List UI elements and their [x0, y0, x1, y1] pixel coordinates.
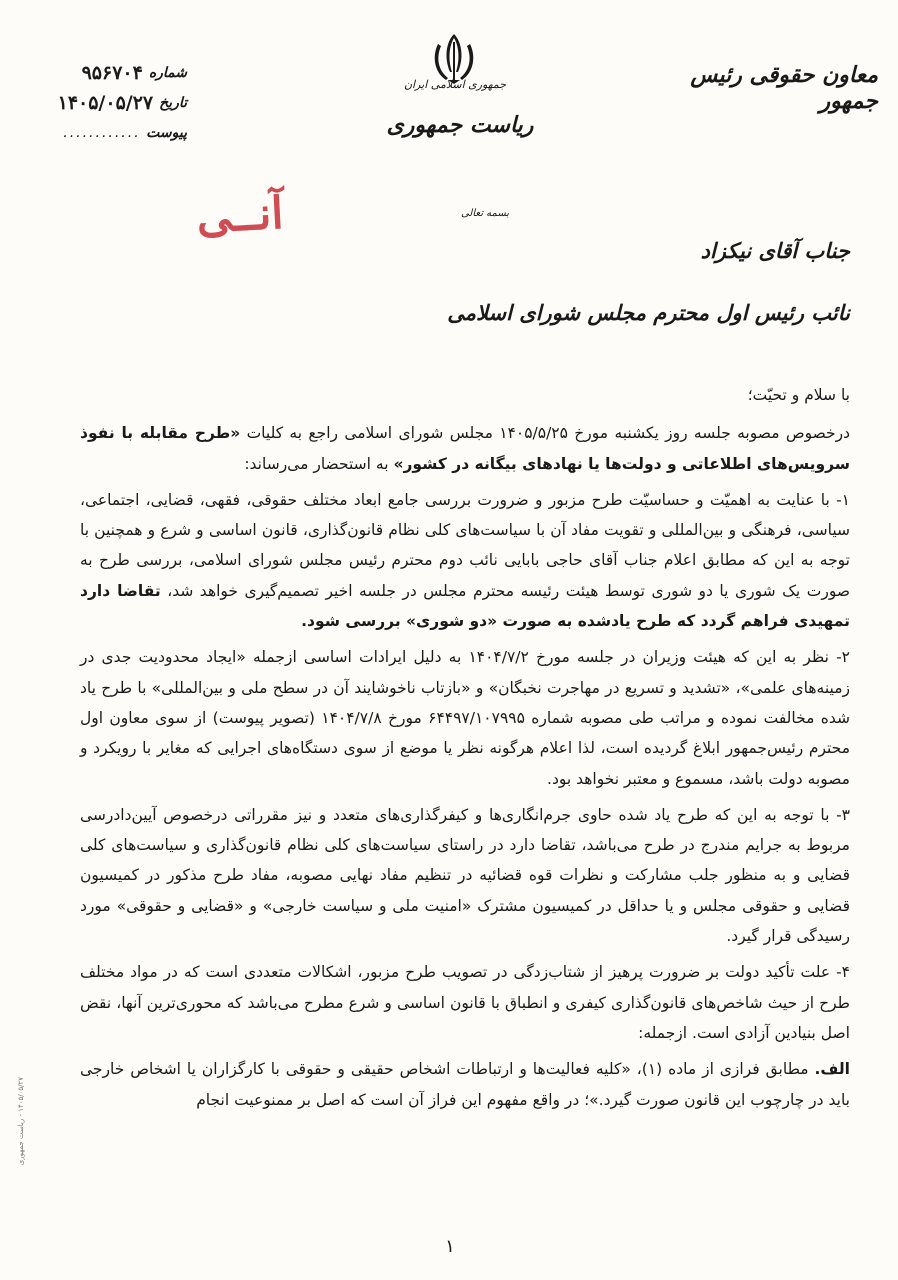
- greeting: با سلام و تحیّت؛: [747, 386, 850, 404]
- paragraph-4: ۴- علت تأکید دولت بر ضرورت پرهیز از شتاب‌زدگی در تصویب طرح مزبور، اشکالات متعددی است که در مواد مختلف طرح از حیث شاخص‌های قانون‌گذاری کیفری و انطباق با قانون اساسی و شرع مطرح می‌باشد که محوری‌ترین آنها، نقض اصل بنیادین آزادی است. ازجمله:: [80, 963, 850, 1042]
- intro-tail: به استحضار می‌رساند:: [244, 454, 394, 473]
- recipient-block: [350, 238, 850, 325]
- paragraph-2: ۲- نظر به این که هیئت وزیران در جلسه مورخ ۱۴۰۴/۷/۲ به دلیل ایرادات اساسی ازجمله «ایجاد محدودیت جدی در زمینه‌های علمی»، «تشدید و تسریع در مهاجرت نخبگان» و «بازتاب ناخوشایند آن در سطح ملی و بین‌المللی» با طرح یاد شده مخالفت نموده و مراتب طی مصوبه شماره ۶۴۴۹۷/۱۰۷۹۹۵ مورخ ۱۴۰۴/۷/۸ (تصویر پیوست) از سوی معاون اول محترم رئیس‌جمهور ابلاغ گردیده است، لذا اعلام هرگونه نظر یا موضع از سوی دستگاه‌های اجرایی که مغایر با رویکرد و مصوبه دولت باشد، مسموع و معتبر نخواهد بود.: [80, 648, 851, 788]
- invocation: بسمه تعالی: [460, 208, 510, 219]
- number-value: ۹۵۶۷۰۴: [81, 62, 143, 84]
- country-name: جمهوری اسلامی ایران: [403, 78, 507, 91]
- number-label: شماره: [148, 65, 187, 81]
- paragraph-alef-label: الف.: [814, 1060, 850, 1079]
- letter-metadata: [12, 58, 187, 148]
- date-row: [12, 88, 187, 118]
- urgent-stamp: آنــی: [195, 187, 285, 244]
- paragraph-3: ۳- با توجه به این که طرح یاد شده حاوی جرم‌انگاری‌ها و کیفرگذاری‌های متعدد و نیز مقرراتی درخصوص آیین‌دادرسی مربوط به جرایم مندرج در طرح می‌باشد، تقاضا دارد در راستای سیاست‌های کلی نظام قانون‌گذاری و سیاست‌های کلی قضایی و به منظور جلب مشارکت و نظرات قوه قضائیه در تنظیم مفاد نهایی مصوبه، مفاد طرح مذکور در کمیسیون قضایی و حقوقی مجلس و یا حداقل در کمیسیون مشترک «امنیت ملی و سیاست خارجی» و «قضایی و حقوقی» مورد رسیدگی قرار گیرد.: [80, 805, 850, 946]
- date-value: ۱۴۰۵/۰۵/۲۷: [57, 92, 154, 114]
- bill-title: «طرح مقابله با نفوذ سرویس‌های اطلاعاتی و دولت‌ها یا نهادهای بیگانه در کشور»: [80, 424, 850, 473]
- paragraph-1: [80, 485, 850, 636]
- recipient-title: نائب رئیس اول محترم مجلس شورای اسلامی: [447, 300, 850, 325]
- paragraph-1-text: ۱- با عنایت به اهمیّت و حساسیّت طرح مزبور و ضرورت بررسی جامع ابعاد مختلف حقوقی، فقهی، قضایی، اجتماعی، سیاسی، فرهنگی و بین‌المللی و تقویت مفاد آن با سیاست‌های کلی نظام قانون‌گذاری، قانون اساسی و شرع و همچنین با توجه به این که مطابق اعلام جناب آقای حاجی بابایی نائب دوم محترم رئیس مجلس شورای اسلامی، بررسی طرح به صورت یک شوری یا دو شوری توسط هیئت رئیسه محترم مجلس در جلسه اخیر تصمیم‌گیری خواهد شد،: [80, 490, 850, 600]
- paragraph-1-request: تقاضا دارد تمهیدی فراهم گردد که طرح یادشده به صورت «دو شوری» بررسی شود.: [80, 581, 850, 631]
- number-row: [12, 58, 187, 88]
- intro-text: درخصوص مصوبه جلسه روز یکشنبه مورخ ۱۴۰۵/۵/۲۵ مجلس شورای اسلامی راجع به کلیات: [240, 424, 850, 443]
- attachment-row: [12, 118, 187, 148]
- recipient-name: جناب آقای نیکزاد: [700, 238, 850, 263]
- page-number: ۱: [445, 1236, 455, 1257]
- margin-note: ۱۴۰۵/۰۵/۲۷ - ریاست جمهوری: [17, 1077, 25, 1166]
- paragraph-alef: [80, 1054, 850, 1115]
- intro-paragraph: [80, 418, 850, 479]
- issuer-title: معاون حقوقی رئیس جمهور: [690, 62, 878, 114]
- date-label: تاریخ: [159, 95, 187, 111]
- letter-body: [80, 380, 850, 1115]
- attachment-value: ............: [62, 125, 141, 141]
- office-name: ریاست جمهوری: [386, 112, 534, 138]
- attachment-label: پیوست: [146, 125, 187, 141]
- paragraph-alef-text: مطابق فرازی از ماده (۱)، «کلیه فعالیت‌ها و ارتباطات اشخاص حقیقی و حقوقی با کارگزاران یا اشخاص خارجی باید در چارچوب این قانون صورت گیرد.»؛ در واقع مفهوم این فراز آن است که اصل بر ممنوعیت انجام: [80, 1060, 850, 1109]
